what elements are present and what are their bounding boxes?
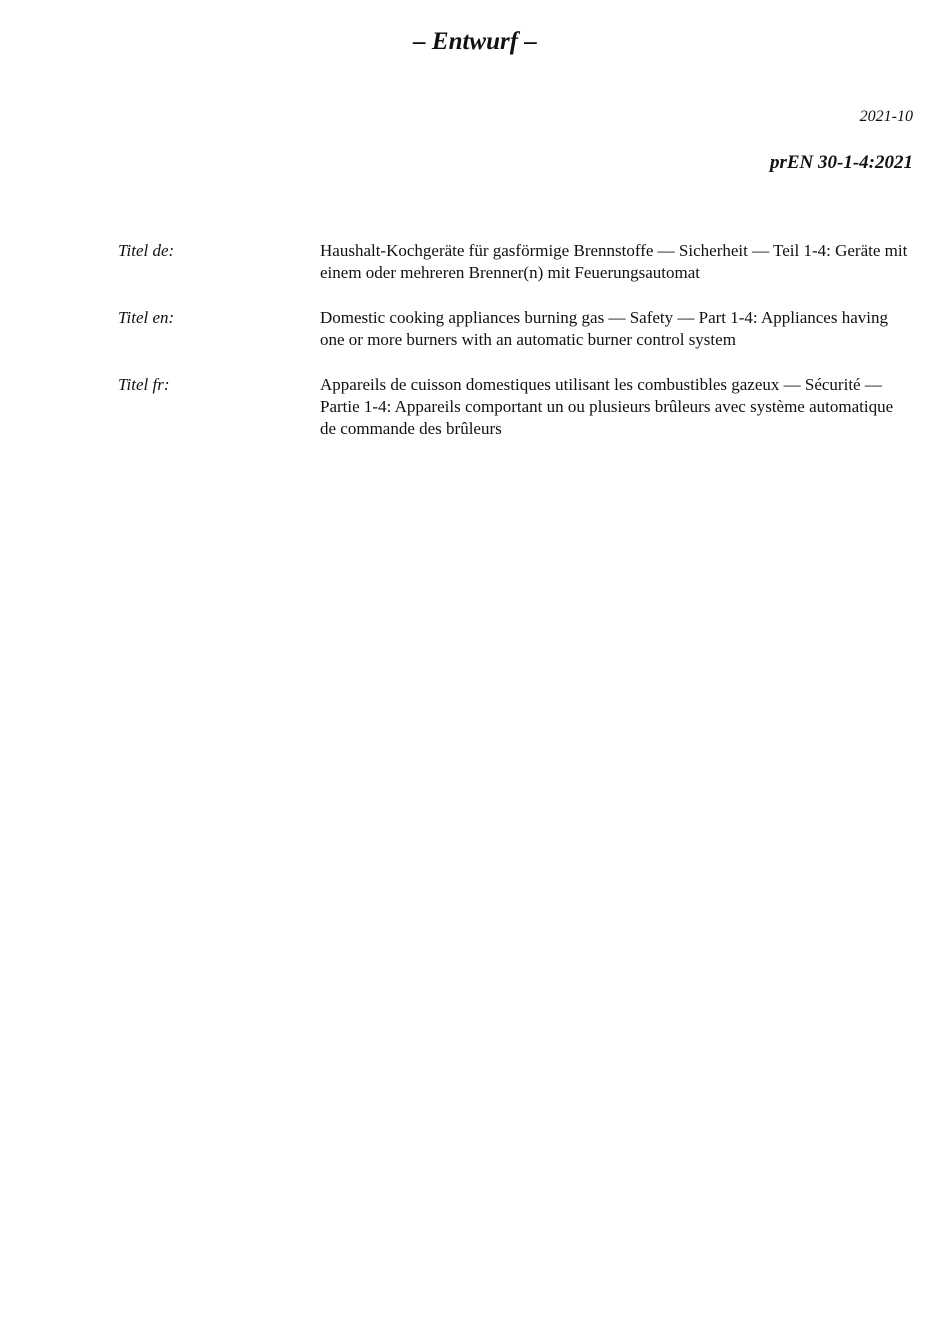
title-row-en (118, 307, 918, 351)
title-label-en: Titel en: (118, 308, 175, 327)
draft-header: – Entwurf – (413, 28, 537, 55)
document-date: 2021-10 (859, 108, 913, 125)
title-text-de: Haushalt-Kochgeräte für gasförmige Brennstoffe — Sicherheit — Teil 1-4: Geräte mit einem oder mehreren Brenner(n) mit Feuerungsautomat (320, 241, 908, 282)
title-table (118, 240, 918, 463)
title-row-fr (118, 374, 918, 440)
title-row-de (118, 240, 918, 284)
title-label-fr: Titel fr: (118, 375, 170, 394)
document-number: prEN 30-1-4:2021 (769, 152, 913, 173)
title-label-de: Titel de: (118, 241, 175, 260)
title-text-fr: Appareils de cuisson domestiques utilisant les combustibles gazeux — Sécurité — Partie 1-4: Appareils comportant un ou plusieurs brûleurs avec système automatique de commande des brûleurs (320, 375, 894, 438)
title-text-en: Domestic cooking appliances burning gas — Safety — Part 1-4: Appliances having one or more burners with an automatic burner control system (320, 308, 888, 349)
